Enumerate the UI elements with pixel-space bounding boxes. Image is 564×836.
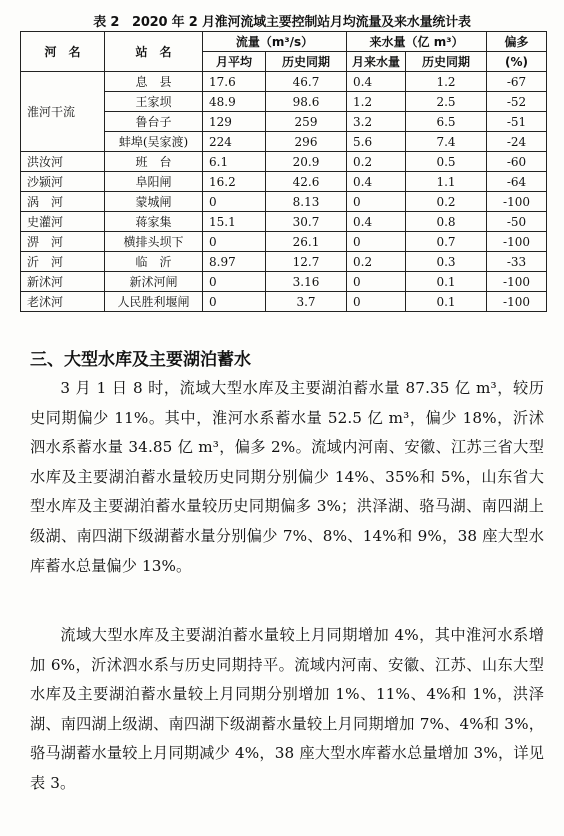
header-historical-volume: 历史同期 bbox=[406, 52, 487, 72]
station-cell: 横排头坝下 bbox=[105, 232, 203, 252]
flow-hist-cell: 3.16 bbox=[266, 272, 347, 292]
vol-hist-cell: 0.2 bbox=[406, 192, 487, 212]
header-historical: 历史同期 bbox=[266, 52, 347, 72]
flow-avg-cell: 15.1 bbox=[203, 212, 266, 232]
body-paragraph: 流域大型水库及主要湖泊蓄水量较上月同期增加 4%，其中淮河水系增加 6%，沂沭泗水系与历史同期持平。流域内河南、安徽、江苏、山东大型水库及主要湖泊蓄水量较上月同期分别增加 1%、11%、4%和 1%，洪泽湖、南四湖上级湖、南四湖下级湖蓄水量较上月同期增加 7%、4%和 3%，骆马湖蓄水量较上月同期减少 4%，38 座大型水库蓄水总量增加 3%，详见表 3。 bbox=[30, 626, 544, 792]
deviation-cell: -50 bbox=[487, 212, 547, 232]
deviation-cell: -67 bbox=[487, 72, 547, 92]
river-cell: 新沭河 bbox=[21, 272, 105, 292]
table-row bbox=[21, 192, 547, 212]
vol-month-cell: 0.2 bbox=[347, 152, 406, 172]
station-cell: 人民胜利堰闸 bbox=[105, 292, 203, 312]
header-monthly-avg: 月平均 bbox=[203, 52, 266, 72]
flow-hist-cell: 42.6 bbox=[266, 172, 347, 192]
table-row bbox=[21, 272, 547, 292]
vol-hist-cell: 0.7 bbox=[406, 232, 487, 252]
river-cell: 沂 河 bbox=[21, 252, 105, 272]
table-row bbox=[21, 252, 547, 272]
deviation-cell: -33 bbox=[487, 252, 547, 272]
deviation-cell: -100 bbox=[487, 232, 547, 252]
header-station: 站 名 bbox=[105, 32, 203, 72]
station-cell: 阜阳闸 bbox=[105, 172, 203, 192]
vol-hist-cell: 1.2 bbox=[406, 72, 487, 92]
table-row bbox=[21, 292, 547, 312]
vol-month-cell: 0.4 bbox=[347, 172, 406, 192]
section-heading: 三、大型水库及主要湖泊蓄水 bbox=[30, 350, 251, 370]
vol-hist-cell: 0.8 bbox=[406, 212, 487, 232]
vol-hist-cell: 0.1 bbox=[406, 292, 487, 312]
vol-month-cell: 0 bbox=[347, 292, 406, 312]
station-cell: 蚌埠(吴家渡) bbox=[105, 132, 203, 152]
flow-avg-cell: 16.2 bbox=[203, 172, 266, 192]
flow-avg-cell: 0 bbox=[203, 192, 266, 212]
flow-hist-cell: 12.7 bbox=[266, 252, 347, 272]
flow-avg-cell: 0 bbox=[203, 232, 266, 252]
deviation-cell: -100 bbox=[487, 272, 547, 292]
table-row bbox=[21, 172, 547, 192]
flow-statistics-table bbox=[20, 31, 547, 312]
river-cell: 淮河干流 bbox=[21, 72, 105, 152]
vol-month-cell: 3.2 bbox=[347, 112, 406, 132]
table-body bbox=[21, 72, 547, 312]
deviation-cell: -52 bbox=[487, 92, 547, 112]
vol-month-cell: 0 bbox=[347, 232, 406, 252]
station-cell: 蒙城闸 bbox=[105, 192, 203, 212]
table-row bbox=[21, 232, 547, 252]
vol-hist-cell: 6.5 bbox=[406, 112, 487, 132]
flow-hist-cell: 46.7 bbox=[266, 72, 347, 92]
flow-avg-cell: 17.6 bbox=[203, 72, 266, 92]
deviation-cell: -24 bbox=[487, 132, 547, 152]
flow-hist-cell: 3.7 bbox=[266, 292, 347, 312]
vol-hist-cell: 0.5 bbox=[406, 152, 487, 172]
flow-hist-cell: 259 bbox=[266, 112, 347, 132]
vol-month-cell: 5.6 bbox=[347, 132, 406, 152]
flow-avg-cell: 129 bbox=[203, 112, 266, 132]
table-header bbox=[21, 32, 547, 72]
vol-month-cell: 1.2 bbox=[347, 92, 406, 112]
header-monthly-volume: 月来水量 bbox=[347, 52, 406, 72]
deviation-cell: -64 bbox=[487, 172, 547, 192]
flow-avg-cell: 0 bbox=[203, 272, 266, 292]
header-deviation-unit: (%) bbox=[487, 52, 547, 72]
header-river: 河 名 bbox=[21, 32, 105, 72]
river-cell: 涡 河 bbox=[21, 192, 105, 212]
table-row bbox=[21, 152, 547, 172]
vol-month-cell: 0 bbox=[347, 192, 406, 212]
flow-hist-cell: 98.6 bbox=[266, 92, 347, 112]
river-cell: 老沭河 bbox=[21, 292, 105, 312]
vol-hist-cell: 0.3 bbox=[406, 252, 487, 272]
flow-avg-cell: 6.1 bbox=[203, 152, 266, 172]
vol-hist-cell: 1.1 bbox=[406, 172, 487, 192]
vol-hist-cell: 7.4 bbox=[406, 132, 487, 152]
river-cell: 淠 河 bbox=[21, 232, 105, 252]
vol-hist-cell: 0.1 bbox=[406, 272, 487, 292]
header-flow: 流量（m³/s） bbox=[203, 32, 347, 52]
river-cell: 史灌河 bbox=[21, 212, 105, 232]
vol-month-cell: 0.4 bbox=[347, 72, 406, 92]
flow-avg-cell: 48.9 bbox=[203, 92, 266, 112]
river-cell: 洪汝河 bbox=[21, 152, 105, 172]
table-row bbox=[21, 212, 547, 232]
flow-hist-cell: 296 bbox=[266, 132, 347, 152]
station-cell: 息 县 bbox=[105, 72, 203, 92]
station-cell: 新沭河闸 bbox=[105, 272, 203, 292]
flow-hist-cell: 8.13 bbox=[266, 192, 347, 212]
table-caption: 表 2 2020 年 2 月淮河流域主要控制站月均流量及来水量统计表 bbox=[93, 15, 471, 30]
vol-hist-cell: 2.5 bbox=[406, 92, 487, 112]
table-row bbox=[21, 72, 547, 92]
flow-avg-cell: 224 bbox=[203, 132, 266, 152]
deviation-cell: -100 bbox=[487, 292, 547, 312]
vol-month-cell: 0.2 bbox=[347, 252, 406, 272]
body-paragraph: 3 月 1 日 8 时，流域大型水库及主要湖泊蓄水量 87.35 亿 m³，较历史同期偏少 11%。其中，淮河水系蓄水量 52.5 亿 m³，偏少 18%，沂沭泗水系蓄水量 34.85 亿 m³，偏多 2%。流域内河南、安徽、江苏三省大型水库及主要湖泊蓄水量较历史同期分别偏少 14%、35%和 5%，山东省大型水库及主要湖泊蓄水量较历史同期偏多 3%；洪泽湖、骆马湖、南四湖上级湖、南四湖下级湖蓄水量分别偏少 7%、8%、14%和 9%，38 座大型水库蓄水总量偏少 13%。 bbox=[30, 379, 544, 575]
station-cell: 蒋家集 bbox=[105, 212, 203, 232]
vol-month-cell: 0 bbox=[347, 272, 406, 292]
deviation-cell: -60 bbox=[487, 152, 547, 172]
river-cell: 沙颍河 bbox=[21, 172, 105, 192]
vol-month-cell: 0.4 bbox=[347, 212, 406, 232]
flow-avg-cell: 8.97 bbox=[203, 252, 266, 272]
deviation-cell: -51 bbox=[487, 112, 547, 132]
station-cell: 班 台 bbox=[105, 152, 203, 172]
header-volume: 来水量（亿 m³） bbox=[347, 32, 487, 52]
flow-avg-cell: 0 bbox=[203, 292, 266, 312]
flow-hist-cell: 30.7 bbox=[266, 212, 347, 232]
station-cell: 鲁台子 bbox=[105, 112, 203, 132]
deviation-cell: -100 bbox=[487, 192, 547, 212]
header-deviation: 偏多 bbox=[487, 32, 547, 52]
flow-hist-cell: 20.9 bbox=[266, 152, 347, 172]
flow-hist-cell: 26.1 bbox=[266, 232, 347, 252]
station-cell: 临 沂 bbox=[105, 252, 203, 272]
station-cell: 王家坝 bbox=[105, 92, 203, 112]
